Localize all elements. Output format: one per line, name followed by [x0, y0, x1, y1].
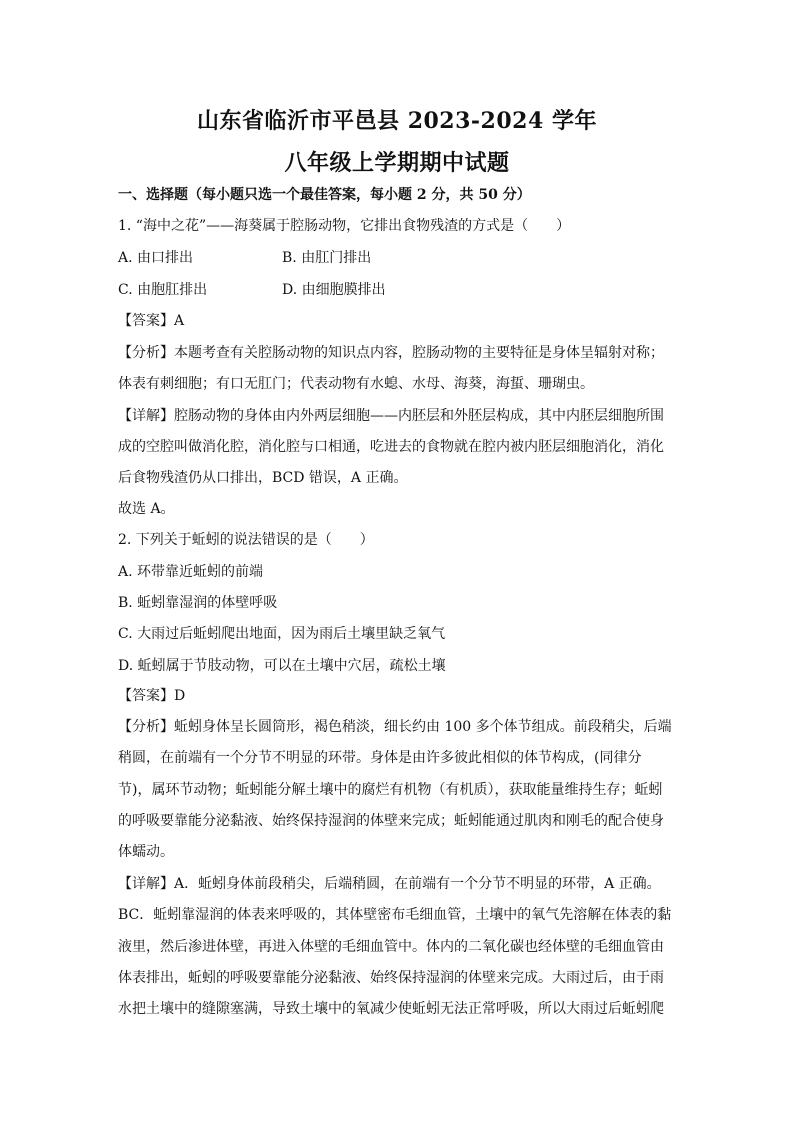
question-2-analysis-line: 的呼吸要靠能分泌黏液、始终保持湿润的体壁来完成；蚯蚓能通过肌肉和刚毛的配合使身	[118, 813, 664, 829]
question-1-detail-line: 成的空腔叫做消化腔，消化腔与口相通，吃进去的食物就在腔内被内胚层细胞消化，消化	[118, 439, 664, 455]
question-2-answer: 【答案】D	[118, 688, 186, 704]
question-1-conclusion: 故选 A。	[118, 501, 175, 517]
question-1-detail-line: 【详解】腔肠动物的身体由内外两层细胞——内胚层和外胚层构成，其中内胚层细胞所围	[118, 408, 664, 424]
question-1-option-b: B. 由肛门排出	[282, 250, 372, 266]
document-subtitle: 八年级上学期期中试题	[284, 150, 510, 176]
question-2-detail-line: BC．蚯蚓靠湿润的体表来呼吸的，其体壁密布毛细血管，土壤中的氧气先溶解在体表的黏	[118, 907, 672, 923]
question-2-stem: 2. 下列关于蚯蚓的说法错误的是（ ）	[118, 532, 374, 548]
question-2-option-b: B. 蚯蚓靠湿润的体壁呼吸	[118, 595, 278, 611]
document-title: 山东省临沂市平邑县 2023-2024 学年	[197, 108, 597, 134]
question-2-detail-line: 体表排出，蚯蚓的呼吸要靠能分泌黏液、始终保持湿润的体壁来完成。大雨过后，由于雨	[118, 970, 664, 986]
question-2-detail-line: 水把土壤中的缝隙塞满，导致土壤中的氧减少使蚯蚓无法正常呼吸，所以大雨过后蚯蚓爬	[118, 1001, 664, 1017]
question-2-analysis-line: 体蠕动。	[118, 844, 174, 860]
question-1-detail-line: 后食物残渣仍从口排出，BCD 错误，A 正确。	[118, 470, 408, 486]
question-1-option-a: A. 由口排出	[118, 250, 194, 266]
question-1-answer: 【答案】A	[118, 313, 185, 329]
question-2-analysis-line: 稍圆，在前端有一个分节不明显的环带。身体是由许多彼此相似的体节构成，(同律分	[118, 750, 642, 766]
question-1-option-c: C. 由胞肛排出	[118, 282, 208, 298]
question-2-detail-line: 【详解】A．蚯蚓身体前段稍尖，后端稍圆，在前端有一个分节不明显的环带，A 正确。	[118, 876, 661, 892]
question-1-option-d: D. 由细胞膜排出	[282, 282, 386, 298]
question-1-stem: 1. “海中之花”——海葵属于腔肠动物，它排出食物残渣的方式是（ ）	[118, 218, 571, 234]
question-2-option-d: D. 蚯蚓属于节肢动物，可以在土壤中穴居，疏松土壤	[118, 658, 446, 674]
question-2-analysis-line: 【分析】蚯蚓身体呈长圆筒形，褐色稍淡，细长约由 100 多个体节组成。前段稍尖，后端	[118, 719, 672, 735]
section-heading: 一、选择题（每小题只选一个最佳答案，每小题 2 分，共 50 分）	[118, 187, 531, 203]
question-2-analysis-line: 节)，属环节动物；蚯蚓能分解土壤中的腐烂有机物（有机质），获取能量维持生存；蚯蚓	[118, 782, 663, 798]
question-2-detail-line: 液里，然后渗进体壁，再进入体壁的毛细血管中。体内的二氧化碳也经体壁的毛细血管由	[118, 939, 664, 955]
question-2-option-a: A. 环带靠近蚯蚓的前端	[118, 564, 264, 580]
question-1-analysis-line: 体表有刺细胞；有口无肛门；代表动物有水螅、水母、海葵，海蜇、珊瑚虫。	[118, 376, 594, 392]
question-2-option-c: C. 大雨过后蚯蚓爬出地面，因为雨后土壤里缺乏氧气	[118, 626, 446, 642]
question-1-analysis-line: 【分析】本题考查有关腔肠动物的知识点内容，腔肠动物的主要特征是身体呈辐射对称；	[118, 345, 664, 361]
